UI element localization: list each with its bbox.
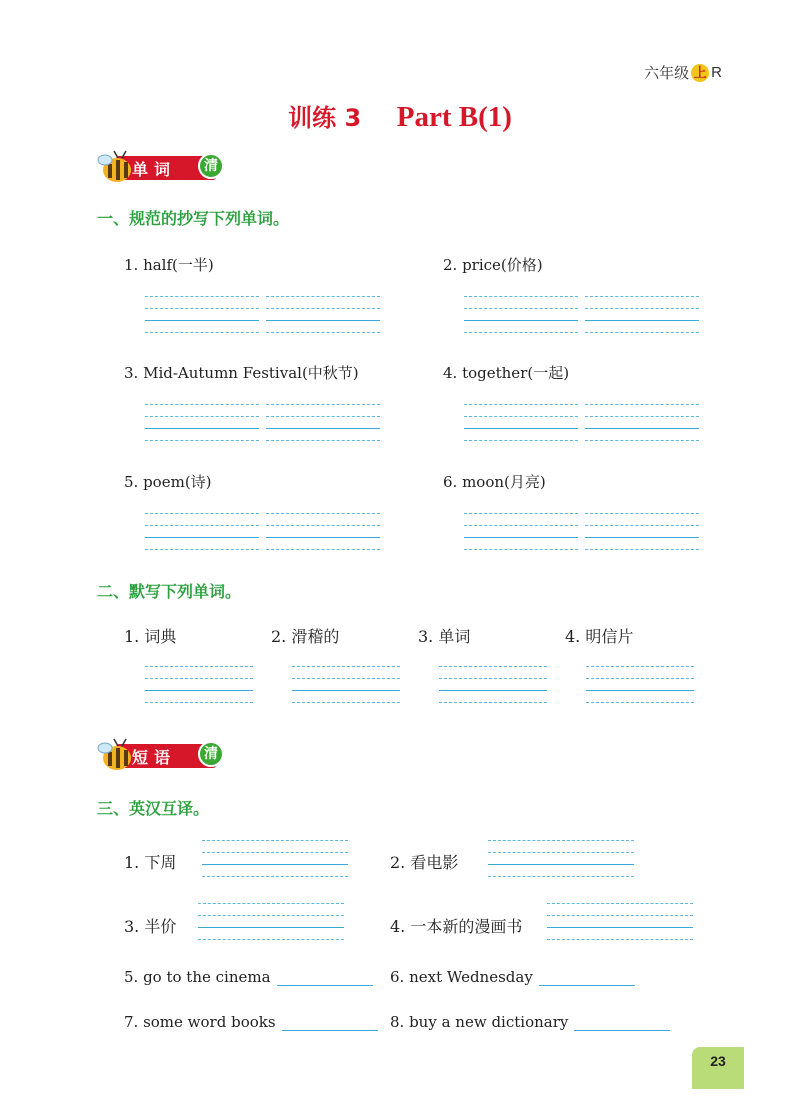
list-item: 5. poem(诗): [124, 473, 212, 491]
list-item: [124, 1013, 378, 1031]
list-item: 4. 明信片: [565, 627, 634, 646]
part-title: Part B(1): [396, 101, 512, 133]
phrase-text: 7. some word books: [124, 1013, 276, 1031]
list-item: 1. half(一半): [124, 256, 214, 274]
list-item: [124, 968, 373, 986]
writing-lines[interactable]: [145, 296, 259, 336]
writing-lines[interactable]: [266, 296, 380, 336]
grade-prefix: 六年级: [644, 65, 690, 82]
writing-lines[interactable]: [464, 404, 578, 444]
list-item: 3. 半价: [124, 917, 177, 936]
section3-heading: 三、英汉互译。: [97, 799, 210, 818]
banner-label: 单词: [132, 160, 177, 179]
list-item: 2. price(价格): [443, 256, 543, 274]
writing-lines[interactable]: [145, 404, 259, 444]
phrase-text: 6. next Wednesday: [390, 968, 533, 986]
answer-line[interactable]: [282, 1013, 378, 1031]
writing-lines[interactable]: [488, 840, 634, 880]
list-item: 6. moon(月亮): [443, 473, 546, 491]
grade-suffix: R: [711, 64, 722, 81]
writing-lines[interactable]: [464, 513, 578, 553]
writing-lines[interactable]: [585, 404, 699, 444]
writing-lines[interactable]: [292, 666, 400, 706]
list-item: 2. 看电影: [390, 853, 459, 872]
writing-lines[interactable]: [547, 903, 693, 943]
writing-lines[interactable]: [266, 513, 380, 553]
badge-icon: 清: [198, 153, 224, 179]
list-item: 3. Mid-Autumn Festival(中秋节): [124, 364, 359, 382]
answer-line[interactable]: [574, 1013, 670, 1031]
grade-circle: 上: [691, 64, 709, 82]
list-item: 4. 一本新的漫画书: [390, 917, 523, 936]
banner-label: 短语: [132, 748, 177, 767]
list-item: 4. together(一起): [443, 364, 570, 382]
page-number: 23: [692, 1047, 744, 1089]
writing-lines[interactable]: [198, 903, 344, 943]
grade-label: [644, 62, 722, 83]
bee-icon: [96, 738, 136, 772]
writing-lines[interactable]: [439, 666, 547, 706]
writing-lines[interactable]: [145, 666, 253, 706]
section1-heading: 一、规范的抄写下列单词。: [97, 209, 290, 228]
list-item: 1. 词典: [124, 627, 177, 646]
writing-lines[interactable]: [266, 404, 380, 444]
list-item: 1. 下周: [124, 853, 177, 872]
writing-lines[interactable]: [145, 513, 259, 553]
list-item: [390, 1013, 670, 1031]
writing-lines[interactable]: [585, 513, 699, 553]
badge-icon: 清: [198, 741, 224, 767]
writing-lines[interactable]: [586, 666, 694, 706]
writing-lines[interactable]: [464, 296, 578, 336]
word-banner: [96, 150, 224, 184]
unit-title: 训练 3: [288, 104, 362, 132]
bee-icon: [96, 150, 136, 184]
answer-line[interactable]: [277, 968, 373, 986]
writing-lines[interactable]: [202, 840, 348, 880]
answer-line[interactable]: [539, 968, 635, 986]
phrase-text: 8. buy a new dictionary: [390, 1013, 569, 1031]
list-item: [390, 968, 635, 986]
phrase-text: 5. go to the cinema: [124, 968, 271, 986]
section2-heading: 二、默写下列单词。: [97, 582, 242, 601]
writing-lines[interactable]: [585, 296, 699, 336]
list-item: 3. 单词: [418, 627, 471, 646]
list-item: 2. 滑稽的: [271, 627, 340, 646]
phrase-banner: [96, 738, 224, 772]
page-title: [0, 98, 800, 134]
